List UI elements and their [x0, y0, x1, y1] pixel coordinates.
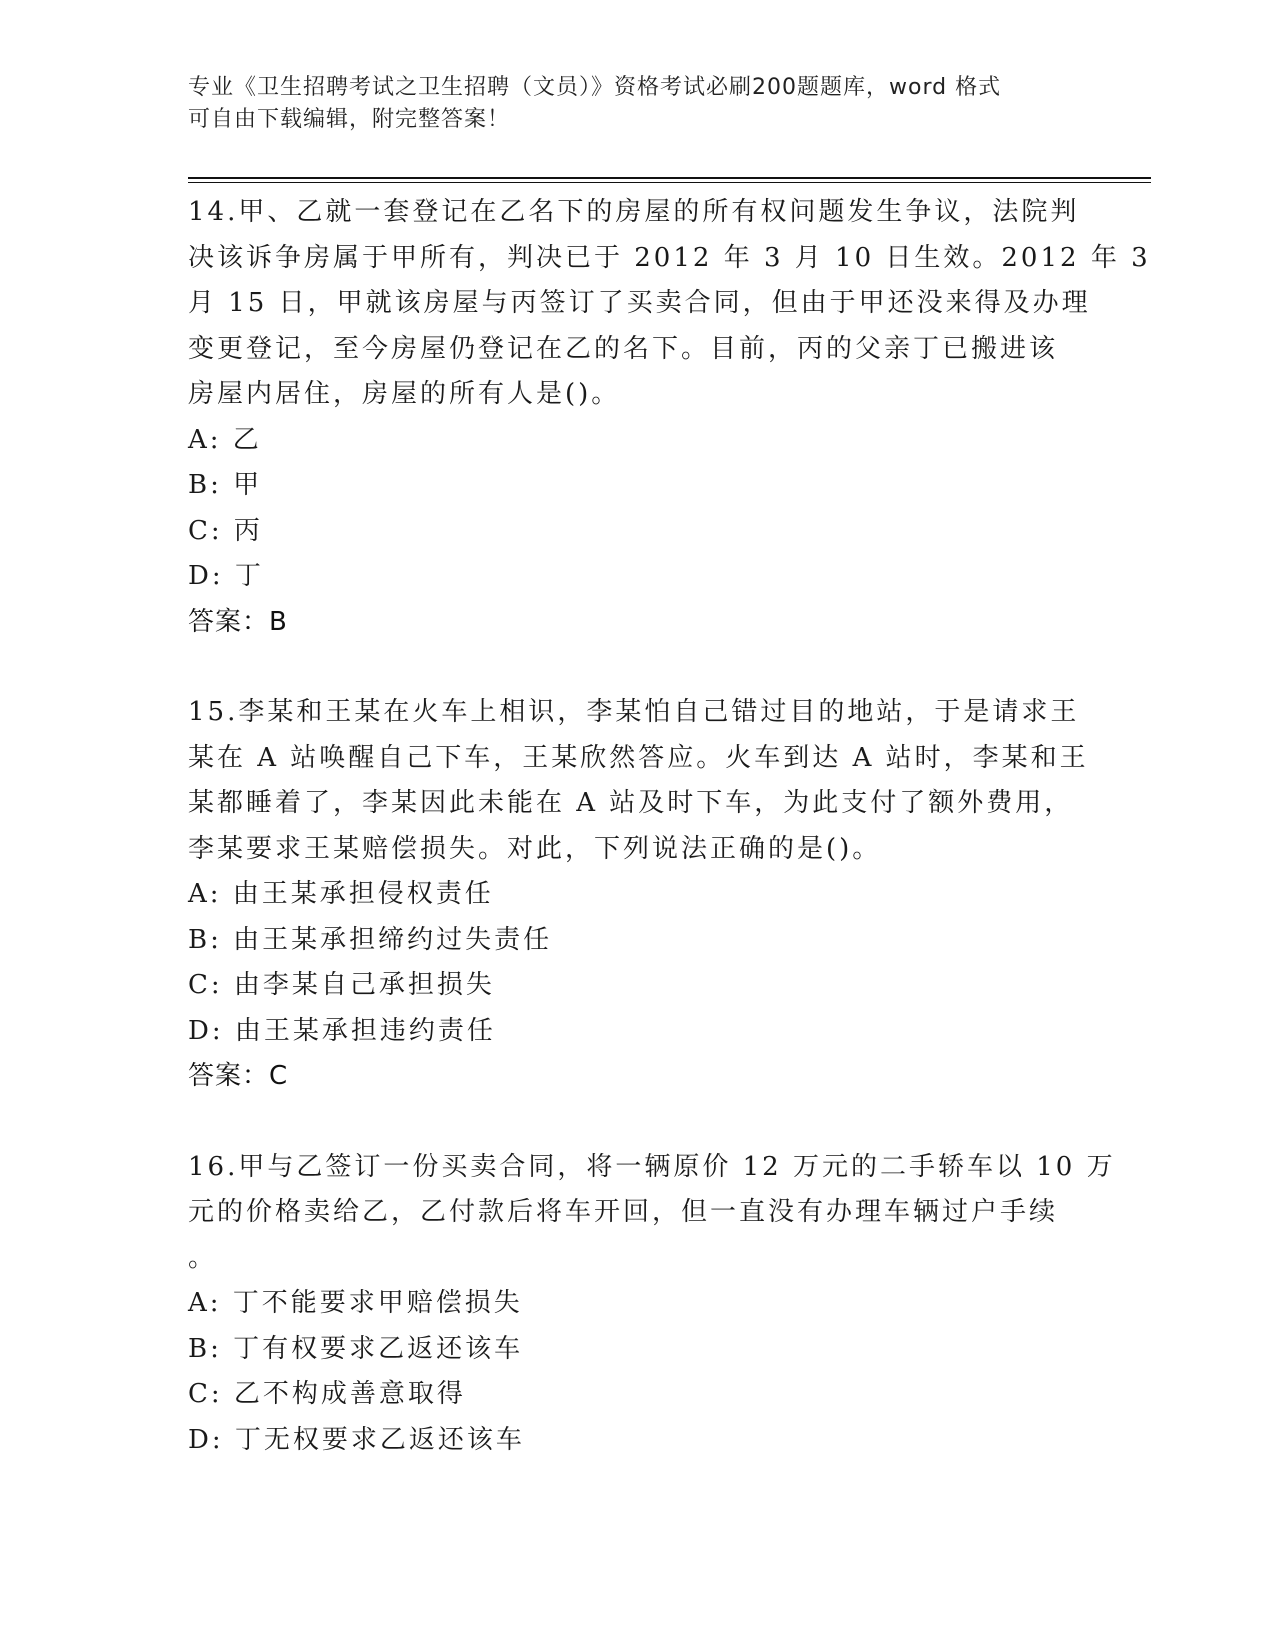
option-b: B: 甲	[188, 470, 263, 500]
header-divider-thick	[188, 177, 1151, 179]
question-14	[188, 190, 1151, 645]
option-a: A: 由王某承担侵权责任	[188, 879, 494, 909]
question-text-line: 李某要求王某赔偿损失。对此，下列说法正确的是()。	[188, 833, 882, 864]
header-divider-thin	[188, 182, 1151, 183]
option-c: C: 乙不构成善意取得	[188, 1379, 466, 1409]
question-15	[188, 690, 1088, 1100]
option-a: A: 丁不能要求甲赔偿损失	[188, 1288, 523, 1318]
option-d: D: 由王某承担违约责任	[188, 1015, 496, 1046]
option-b: B: 丁有权要求乙返还该车	[188, 1333, 524, 1364]
question-text-line: 某在 A 站唤醒自己下车，王某欣然答应。火车到达 A 站时，李某和王	[188, 742, 1089, 773]
question-text-line: 房屋内居住，房屋的所有人是()。	[188, 379, 621, 409]
question-16	[188, 1145, 1116, 1464]
option-b: B: 由王某承担缔约过失责任	[188, 924, 553, 955]
option-d: D: 丁无权要求乙返还该车	[188, 1424, 525, 1455]
question-spacer	[188, 1100, 1088, 1145]
option-c: C: 由李某自己承担损失	[188, 970, 495, 1000]
option-c: C: 丙	[188, 515, 263, 546]
option-a: A: 乙	[188, 424, 262, 455]
question-text-line: 15.李某和王某在火车上相识，李某怕自己错过目的地站，于是请求王	[188, 697, 1080, 727]
question-text-line: 。	[188, 1242, 218, 1273]
question-text-line: 某都睡着了，李某因此未能在 A 站及时下车，为此支付了额外费用，	[188, 788, 1074, 818]
question-text-line: 14.甲、乙就一套登记在乙名下的房屋的所有权问题发生争议，法院判	[188, 197, 1080, 227]
document-header	[188, 72, 1068, 136]
header-line-2: 可自由下载编辑，附完整答案！	[188, 107, 511, 132]
answer-label: 答案：C	[188, 1061, 289, 1091]
header-line-1: 专业《卫生招聘考试之卫生招聘（文员）》资格考试必刷200题题库，word 格式	[188, 75, 1002, 100]
answer-label: 答案：B	[188, 606, 288, 637]
option-d: D: 丁	[188, 561, 264, 591]
question-spacer	[188, 645, 1088, 690]
question-text-line: 16.甲与乙签订一份买卖合同，将一辆原价 12 万元的二手轿车以 10 万	[188, 1151, 1116, 1182]
question-text-line: 变更登记，至今房屋仍登记在乙的名下。目前，丙的父亲丁已搬进该	[188, 333, 1059, 364]
question-list	[188, 190, 1151, 1463]
question-text-line: 元的价格卖给乙，乙付款后将车开回，但一直没有办理车辆过户手续	[188, 1197, 1059, 1227]
question-text-line: 决该诉争房属于甲所有，判决已于 2012 年 3 月 10 日生效。2012 年 3	[188, 242, 1151, 273]
question-text-line: 月 15 日，甲就该房屋与丙签订了买卖合同，但由于甲还没来得及办理	[188, 288, 1091, 318]
